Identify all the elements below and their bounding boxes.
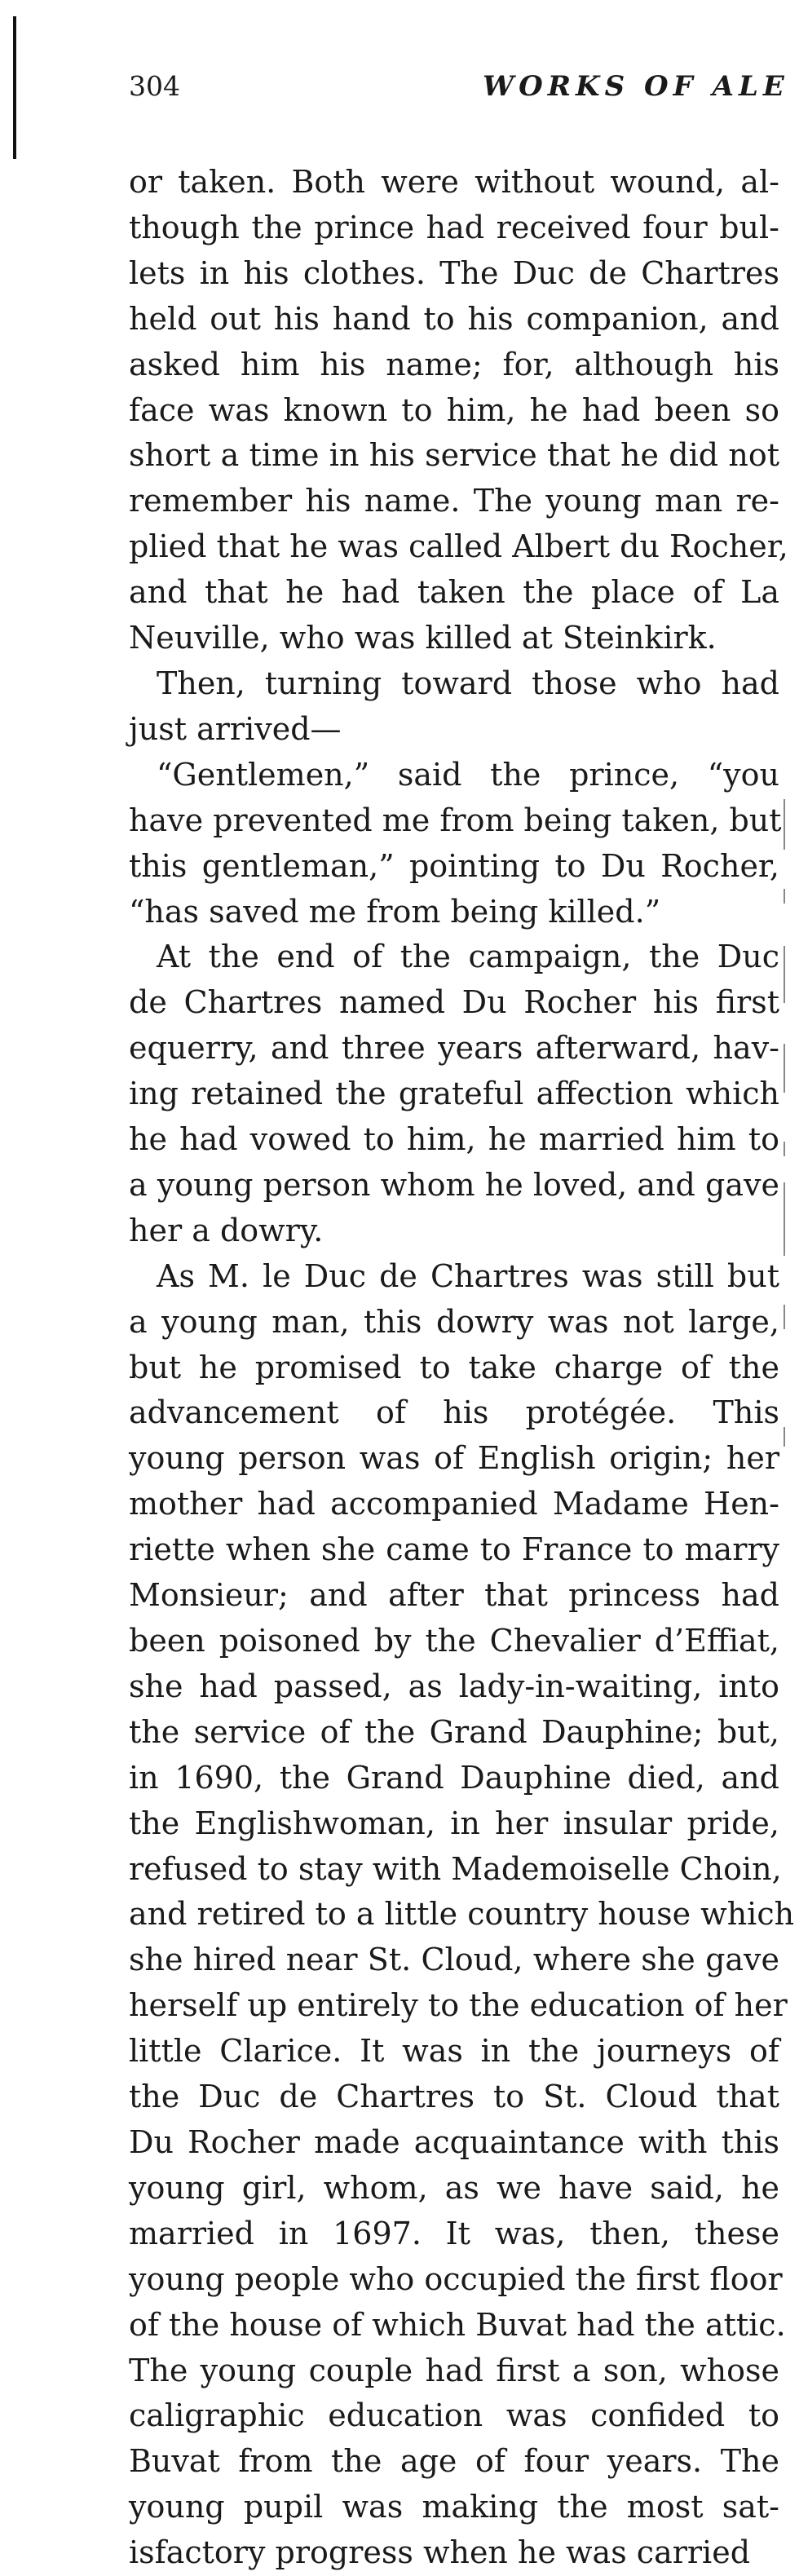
text-line: a young person whom he loved, and gave (129, 1166, 779, 1203)
margin-rule (13, 16, 16, 159)
text-line: isfactory progress when he was carried (129, 2534, 751, 2571)
paragraph (129, 753, 782, 935)
text-line: asked him his name; for, although his (129, 346, 779, 382)
text-line: in 1690, the Grand Dauphine died, and (129, 1759, 779, 1796)
running-head (129, 70, 799, 119)
text-line: a young man, this dowry was not large, (129, 1303, 779, 1340)
text-line: lets in his clothes. The Duc de Chartres (129, 254, 779, 291)
text-line: Neuville, who was killed at Steinkirk. (129, 620, 717, 656)
text-line: though the prince had received four bul- (129, 209, 779, 245)
text-line: herself up entirely to the education of her (129, 1987, 788, 2024)
text-line: caligraphic education was confided to (129, 2397, 779, 2434)
text-line: been poisoned by the Chevalier d’Effiat, (129, 1623, 779, 1659)
text-line: he had vowed to him, he married him to (129, 1121, 779, 1158)
text-line: “has saved me from being killed.” (129, 893, 661, 930)
text-line: young people who occupied the first floor (129, 2260, 783, 2297)
paragraph (129, 160, 788, 661)
paragraph (129, 935, 779, 1253)
text-line: remember his name. The young man re- (129, 483, 779, 519)
text-line: Then, turning toward those who had (157, 665, 779, 701)
gutter-marks (784, 799, 787, 1517)
paragraph (129, 661, 779, 753)
text-line: Du Rocher made acquaintance with this (129, 2123, 779, 2160)
text-line: of the house of which Buvat had the attic. (129, 2306, 786, 2343)
text-line: As M. le Duc de Chartres was still but (157, 1257, 779, 1294)
text-line: short a time in his service that he did not (129, 437, 779, 474)
text-line: the Englishwoman, in her insular pride, (129, 1805, 779, 1841)
text-line: equerry, and three years afterward, hav- (129, 1030, 779, 1067)
text-line: At the end of the campaign, the Duc (157, 939, 779, 975)
text-line: “Gentlemen,” said the prince, “you (157, 756, 779, 793)
text-line: riette when she came to France to marry (129, 1531, 779, 1568)
text-line: or taken. Both were without wound, al- (129, 164, 779, 200)
paragraph (129, 1254, 795, 2576)
text-line: refused to stay with Mademoiselle Choin, (129, 1850, 782, 1887)
text-line: just arrived— (129, 710, 342, 747)
page-number: 304 (129, 70, 180, 102)
text-line: held out his hand to his companion, and (129, 300, 779, 337)
text-line: married in 1697. It was, then, these (129, 2215, 779, 2251)
text-line: plied that he was called Albert du Rocher, (129, 528, 788, 565)
text-line: little Clarice. It was in the journeys of (129, 2033, 779, 2070)
text-line: advancement of his protégée. This (129, 1394, 779, 1431)
text-line: ing retained the grateful affection which (129, 1076, 779, 1112)
text-line: face was known to him, he had been so (129, 391, 779, 428)
running-title: WORKS OF ALE (483, 70, 789, 103)
text-line: she hired near St. Cloud, where she gave (129, 1942, 779, 1978)
text-line: young girl, whom, as we have said, he (129, 2169, 779, 2206)
text-line: the service of the Grand Dauphine; but, (129, 1713, 779, 1750)
text-line: this gentleman,” pointing to Du Rocher, (129, 847, 779, 884)
text-line: her a dowry. (129, 1212, 324, 1248)
text-line: and retired to a little country house which (129, 1896, 795, 1933)
text-line: but he promised to take charge of the (129, 1349, 779, 1385)
text-line: have prevented me from being taken, but (129, 802, 782, 838)
text-line: the Duc de Chartres to St. Cloud that (129, 2079, 779, 2115)
text-line: The young couple had first a son, whose (129, 2352, 779, 2388)
text-line: Buvat from the age of four years. The (129, 2443, 779, 2480)
text-line: Monsieur; and after that princess had (129, 1577, 779, 1614)
text-line: she had passed, as lady-in-waiting, into (129, 1668, 779, 1704)
text-line: and that he had taken the place of La (129, 574, 779, 611)
text-line: de Chartres named Du Rocher his first (129, 984, 779, 1021)
text-line: young person was of English origin; her (129, 1440, 779, 1477)
body-text (129, 160, 795, 2576)
text-line: mother had accompanied Madame Hen- (129, 1486, 779, 1522)
text-line: young pupil was making the most sat- (129, 2489, 779, 2525)
